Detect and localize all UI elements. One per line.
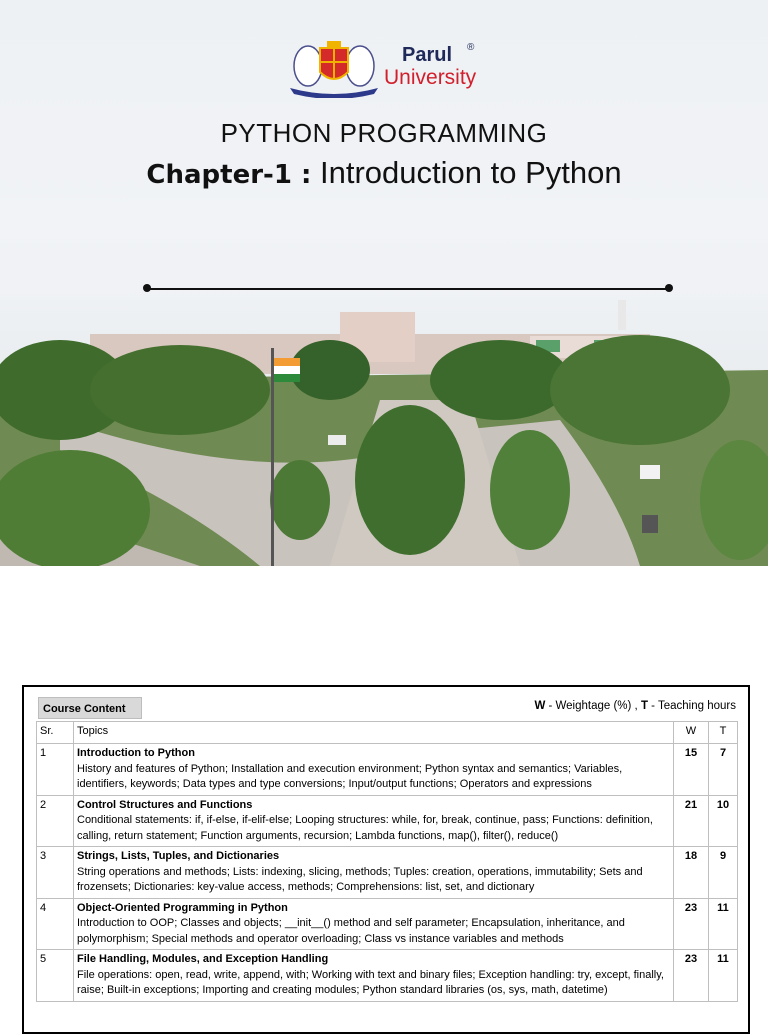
row-weightage: 21 bbox=[674, 795, 709, 847]
row-topic bbox=[74, 795, 674, 847]
table-row bbox=[37, 795, 738, 847]
row-weightage: 23 bbox=[674, 898, 709, 950]
row-serial: 3 bbox=[37, 847, 74, 899]
registered-mark: ® bbox=[467, 42, 475, 53]
row-teaching-hours: 10 bbox=[709, 795, 738, 847]
header-t: T bbox=[709, 722, 738, 744]
topic-description: Introduction to OOP; Classes and objects; __init__() method and self parameter; Encapsulation, inheritance, and polymorphism; Special methods and operator overloading; Class vs instance variables and methods bbox=[77, 917, 625, 945]
chapter-label: Chapter-1 : bbox=[146, 160, 312, 190]
row-weightage: 15 bbox=[674, 744, 709, 796]
header-topics: Topics bbox=[74, 722, 674, 744]
topic-title: Control Structures and Functions bbox=[77, 798, 253, 811]
legend-w-text: - Weightage (%) , bbox=[545, 700, 641, 712]
legend-t-key: T bbox=[640, 700, 648, 712]
row-topic bbox=[74, 950, 674, 1002]
row-topic bbox=[74, 898, 674, 950]
legend-t-text: - Teaching hours bbox=[647, 700, 736, 712]
table-row bbox=[37, 950, 738, 1002]
row-serial: 5 bbox=[37, 950, 74, 1002]
row-teaching-hours: 7 bbox=[709, 744, 738, 796]
brand-name: Parul bbox=[402, 44, 453, 66]
brand-subtitle: University bbox=[384, 66, 477, 89]
course-content-slide bbox=[22, 685, 750, 1034]
row-weightage: 23 bbox=[674, 950, 709, 1002]
university-logo bbox=[284, 38, 494, 98]
row-weightage: 18 bbox=[674, 847, 709, 899]
topic-title: Introduction to Python bbox=[77, 747, 195, 759]
row-teaching-hours: 11 bbox=[709, 950, 738, 1002]
course-title: PYTHON PROGRAMMING bbox=[220, 118, 548, 148]
table-row bbox=[37, 898, 738, 950]
row-teaching-hours: 11 bbox=[709, 898, 738, 950]
topic-description: String operations and methods; Lists: indexing, slicing, methods; Tuples: creation, operations, immutability; Sets and frozensets; Dictionaries: key-value access, methods; Comprehensions: list, set, and dictionary bbox=[77, 865, 643, 893]
topic-title: Strings, Lists, Tuples, and Dictionaries bbox=[77, 850, 280, 862]
row-topic bbox=[74, 744, 674, 796]
rule-right-dot bbox=[665, 284, 673, 292]
row-topic bbox=[74, 847, 674, 899]
table-row bbox=[37, 847, 738, 899]
chapter-title: Introduction to Python bbox=[320, 155, 622, 190]
topic-description: Conditional statements: if, if-else, if-elif-else; Looping structures: while, for, break, continue, pass; Functions: definition, calling, return statement; Function arguments, recursion; Lambda functions, map(), filter(), reduce() bbox=[77, 814, 653, 842]
topic-description: History and features of Python; Installation and execution environment; Python syntax and semantics; Variables, identifiers, keywords; Data types and type conversions; Input/output functions; Operators and expressions bbox=[77, 762, 623, 790]
crest-icon bbox=[284, 38, 384, 98]
table-row bbox=[37, 744, 738, 796]
row-teaching-hours: 9 bbox=[709, 847, 738, 899]
title-divider bbox=[146, 288, 670, 290]
row-serial: 4 bbox=[37, 898, 74, 950]
course-content-table bbox=[36, 721, 738, 1002]
legend-w-key: W bbox=[534, 700, 546, 712]
chapter-heading bbox=[0, 155, 768, 191]
topic-description: File operations: open, read, write, append, with; Working with text and binary files; Exception handling: try, except, finally, raise; Built-in exceptions; Importing and creating modules; Python standard libraries (os, sys, math, datetime) bbox=[77, 968, 664, 996]
header-sr: Sr. bbox=[37, 722, 74, 744]
row-serial: 1 bbox=[37, 744, 74, 796]
course-content-tab: Course Content bbox=[38, 697, 142, 719]
header-w: W bbox=[674, 722, 709, 744]
topic-title: Object-Oriented Programming in Python bbox=[77, 901, 288, 914]
weightage-legend bbox=[534, 700, 736, 712]
table-header-row bbox=[37, 722, 738, 744]
row-serial: 2 bbox=[37, 795, 74, 847]
campus-photo bbox=[0, 300, 768, 566]
topic-title: File Handling, Modules, and Exception Handling bbox=[77, 953, 329, 965]
